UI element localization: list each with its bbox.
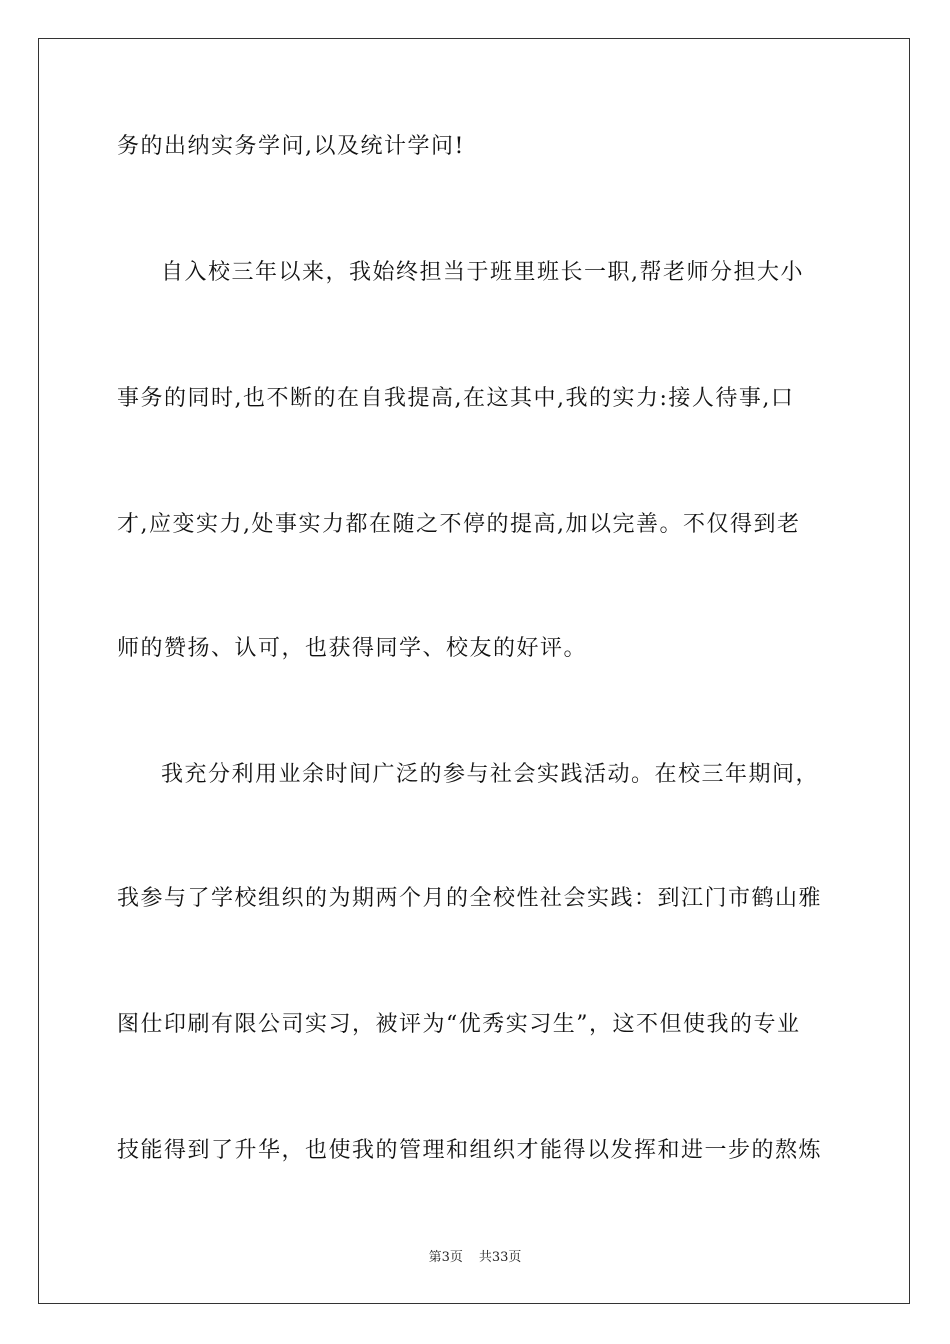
page-number-total: 共33页 (478, 1250, 522, 1265)
page-border (38, 38, 910, 1304)
page-footer (0, 1249, 950, 1267)
text-line-5: 师的赞扬、认可，也获得同学、校友的好评。 (117, 636, 588, 661)
text-line-9: 技能得到了升华，也使我的管理和组织才能得以发挥和进一步的熬炼 (117, 1138, 823, 1163)
text-line-3: 事务的同时,也不断的在自我提高,在这其中,我的实力:接人待事,口 (117, 386, 795, 411)
text-line-2: 自入校三年以来，我始终担当于班里班长一职,帮老师分担大小 (161, 260, 804, 285)
text-line-8: 图仕印刷有限公司实习，被评为“优秀实习生”，这不但使我的专业 (117, 1012, 801, 1037)
text-line-7: 我参与了学校组织的为期两个月的全校性社会实践：到江门市鹤山雅 (117, 886, 823, 911)
text-line-6: 我充分利用业余时间广泛的参与社会实践活动。在校三年期间， (161, 762, 820, 787)
text-line-1: 务的出纳实务学问,以及统计学问! (117, 134, 465, 159)
page-number-current: 第3页 (428, 1250, 463, 1265)
text-line-4: 才,应变实力,处事实力都在随之不停的提高,加以完善。不仅得到老 (117, 512, 801, 537)
